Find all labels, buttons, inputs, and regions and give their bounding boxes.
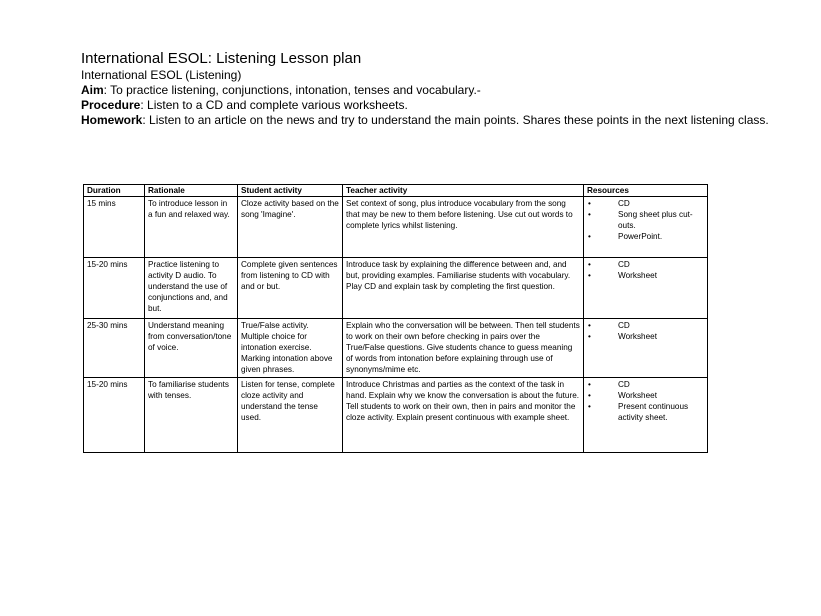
- resource-item: [587, 209, 704, 231]
- page-title: International ESOL: Listening Lesson plan: [81, 50, 362, 67]
- teacher-activity-cell: Set context of song, plus introduce vocabulary from the song that may be new to them before listening. Use cut out words to complete lyrics whilst listening.: [343, 197, 584, 258]
- resources-cell: [584, 319, 708, 378]
- student-activity-cell: Listen for tense, complete cloze activity and understand the tense used.: [238, 378, 343, 453]
- column-header-resources: Resources: [584, 185, 708, 197]
- lesson-plan-table: [83, 184, 708, 453]
- resource-item: [587, 331, 704, 342]
- resource-item: [587, 231, 704, 242]
- rationale-cell: To introduce lesson in a fun and relaxed way.: [145, 197, 238, 258]
- resource-label: Song sheet plus cut-outs.: [618, 210, 693, 230]
- resources-cell: [584, 197, 708, 258]
- duration-cell: 15 mins: [84, 197, 145, 258]
- resource-label: CD: [618, 321, 630, 330]
- bullet-icon: •: [588, 232, 591, 241]
- bullet-icon: •: [588, 260, 591, 269]
- bullet-icon: •: [588, 332, 591, 341]
- resource-label: CD: [618, 380, 630, 389]
- duration-cell: 15-20 mins: [84, 378, 145, 453]
- column-header-rationale: Rationale: [145, 185, 238, 197]
- aim-label: Aim: [81, 83, 104, 97]
- aim-text: : To practice listening, conjunctions, intonation, tenses and vocabulary.-: [103, 83, 481, 97]
- resources-cell: [584, 378, 708, 453]
- table-header-row: [84, 185, 708, 197]
- resources-list: [587, 379, 704, 423]
- duration-cell: 15-20 mins: [84, 258, 145, 319]
- teacher-activity-cell: Introduce Christmas and parties as the context of the task in hand. Explain why we know the conversation is about the future. Tell students to work on their own, then in pairs and monitor the cloze activity. Explain present continuous with example sheet.: [343, 378, 584, 453]
- resource-item: [587, 198, 704, 209]
- bullet-icon: •: [588, 402, 591, 411]
- resource-label: Present continuous activity sheet.: [618, 402, 689, 422]
- student-activity-cell: Complete given sentences from listening to CD with and or but.: [238, 258, 343, 319]
- table-row: [84, 197, 708, 258]
- procedure-line: [81, 98, 811, 113]
- resources-list: [587, 198, 704, 242]
- bullet-icon: •: [588, 271, 591, 280]
- resource-item: [587, 390, 704, 401]
- student-activity-cell: True/False activity. Multiple choice for intonation exercise. Marking intonation above given phrases.: [238, 319, 343, 378]
- homework-line: [81, 113, 811, 128]
- rationale-cell: To familiarise students with tenses.: [145, 378, 238, 453]
- resource-item: [587, 379, 704, 390]
- resources-list: [587, 320, 704, 342]
- procedure-label: Procedure: [81, 98, 141, 112]
- column-header-duration: Duration: [84, 185, 145, 197]
- bullet-icon: •: [588, 210, 591, 219]
- table-row: [84, 378, 708, 453]
- aim-line: [81, 83, 811, 98]
- bullet-icon: •: [588, 391, 591, 400]
- resource-label: CD: [618, 199, 630, 208]
- duration-cell: 25-30 mins: [84, 319, 145, 378]
- resource-item: [587, 259, 704, 270]
- bullet-icon: •: [588, 321, 591, 330]
- resources-list: [587, 259, 704, 281]
- resource-label: PowerPoint.: [618, 232, 663, 241]
- bullet-icon: •: [588, 380, 591, 389]
- homework-text: : Listen to an article on the news and try to understand the main points. Shares these points in the next listening class.: [142, 113, 769, 127]
- resource-label: CD: [618, 260, 630, 269]
- resource-label: Worksheet: [618, 332, 657, 341]
- homework-label: Homework: [81, 113, 143, 127]
- resource-item: [587, 320, 704, 331]
- rationale-cell: Understand meaning from conversation/tone of voice.: [145, 319, 238, 378]
- column-header-student-activity: Student activity: [238, 185, 343, 197]
- teacher-activity-cell: Explain who the conversation will be between. Then tell students to work on their own before checking in pairs over the True/False questions. Give students chance to guess meaning of words from intonation before explaining through use of synonyms/mime etc.: [343, 319, 584, 378]
- resource-item: [587, 401, 704, 423]
- resources-cell: [584, 258, 708, 319]
- table-row: [84, 319, 708, 378]
- subtitle: International ESOL (Listening): [81, 68, 242, 82]
- resource-label: Worksheet: [618, 271, 657, 280]
- procedure-text: : Listen to a CD and complete various worksheets.: [140, 98, 408, 112]
- column-header-teacher-activity: Teacher activity: [343, 185, 584, 197]
- lesson-plan-header: [81, 50, 811, 128]
- table-row: [84, 258, 708, 319]
- resource-label: Worksheet: [618, 391, 657, 400]
- rationale-cell: Practice listening to activity D audio. To understand the use of conjunctions and, and but.: [145, 258, 238, 319]
- teacher-activity-cell: Introduce task by explaining the difference between and, and but, providing examples. Familiarise students with vocabulary. Play CD and explain task by completing the first question.: [343, 258, 584, 319]
- student-activity-cell: Cloze activity based on the song 'Imagine'.: [238, 197, 343, 258]
- resource-item: [587, 270, 704, 281]
- bullet-icon: •: [588, 199, 591, 208]
